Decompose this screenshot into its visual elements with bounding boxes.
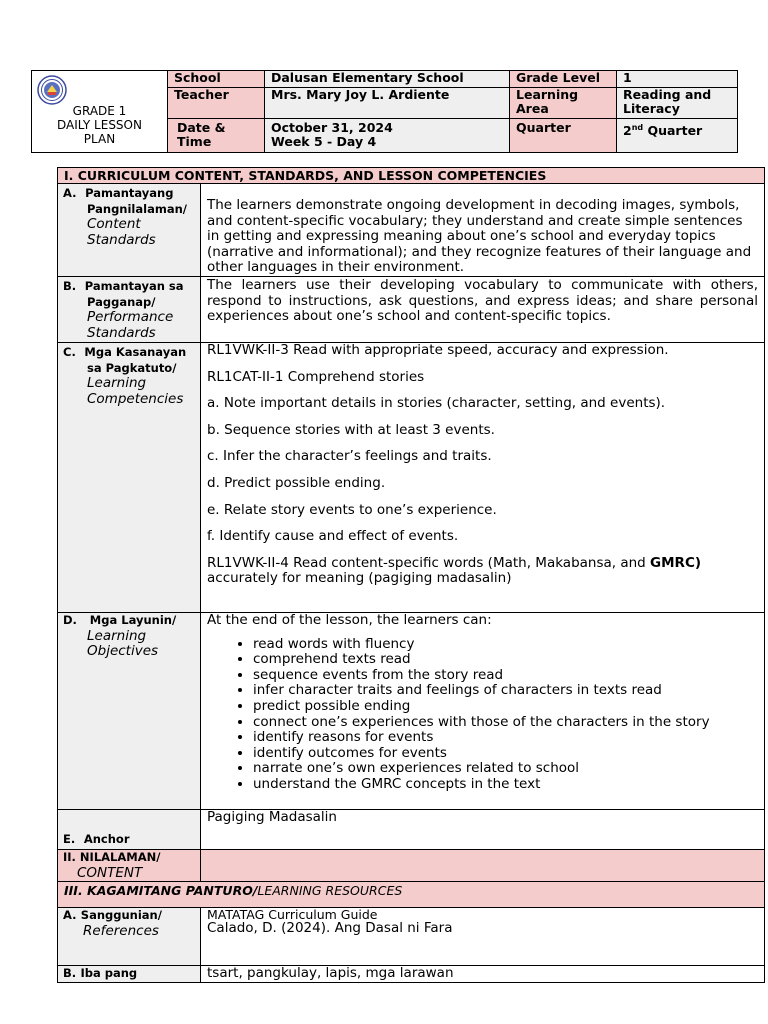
learning-competencies-sub2: Competencies (87, 390, 184, 407)
content-standards-label-line1: Pamantayang (85, 186, 174, 200)
performance-standards-label-line1: Pamantayan sa (84, 278, 184, 293)
learning-competencies-label-line1: Mga Kasanayan (84, 344, 187, 359)
grade-level-value: 1 (617, 71, 738, 88)
learning-area-label-line2: Area (516, 101, 549, 116)
school-value: Dalusan Elementary School (265, 71, 510, 88)
date-label-line2: Time (177, 134, 212, 149)
learning-competencies-label-line2: sa Pagkatuto/ (87, 360, 177, 375)
objective-item: • connect one’s experiences with those of the characters in the story (253, 715, 764, 731)
header-table (31, 70, 738, 153)
learning-competencies-sub1: Learning (87, 375, 147, 392)
quarter-suffix: nd (631, 123, 644, 132)
anchor-label (58, 809, 201, 849)
performance-standards-sub1: Performance (87, 309, 174, 326)
references-sub: References (83, 922, 159, 939)
date-label (168, 119, 265, 153)
learning-area-value (617, 88, 738, 119)
content-section-value (201, 849, 765, 881)
anchor-label-text: Anchor (83, 832, 130, 847)
content-standards-sub1: Content (87, 216, 141, 233)
performance-standards-label (58, 276, 201, 342)
learning-objectives-label (58, 612, 201, 809)
performance-standards-letter: B. (63, 278, 77, 293)
section3-title (58, 882, 765, 908)
learning-area-value-line1: Reading and (623, 87, 712, 102)
date-value (265, 119, 510, 153)
grade-title: GRADE 1 (72, 103, 127, 118)
competency-item: c. Infer the character’s feelings and traits. (207, 448, 492, 465)
learning-objectives-label-line1: Mga Layunin/ (89, 612, 177, 627)
competency-last-pre: RL1VWK-II-4 Read content-specific words (Math, Makabansa, and (207, 554, 651, 571)
anchor-letter: E. (63, 832, 76, 847)
competency-item: e. Relate story events to one’s experience. (207, 501, 497, 518)
content-standards-sub2: Standards (87, 231, 156, 248)
lesson-plan-table (57, 167, 765, 983)
content-section-label (58, 849, 201, 881)
plan-title-line2: PLAN (83, 131, 116, 146)
quarter-value (617, 119, 738, 153)
section3-title-bold: III. KAGAMITANG PANTURO/ (64, 883, 258, 899)
objectives-list (207, 637, 764, 793)
quarter-word: Quarter (643, 123, 703, 139)
objective-item: • identify reasons for events (253, 730, 764, 746)
other-resources-label (58, 966, 201, 983)
performance-standards-sub2: Standards (87, 324, 156, 341)
objective-item: • predict possible ending (253, 699, 764, 715)
date-value-date: October 31, 2024 (271, 120, 393, 135)
references-content (201, 908, 765, 966)
section3-title-italic: LEARNING RESOURCES (257, 883, 403, 899)
content-section-title: II. NILALAMAN/ (63, 849, 161, 864)
learning-objectives-sub2: Objectives (87, 643, 159, 660)
competency-item: d. Predict possible ending. (207, 474, 386, 491)
school-label: School (168, 71, 265, 88)
date-label-line1: Date & (177, 120, 226, 135)
plan-title-line1: DAILY LESSON (57, 117, 142, 132)
competency-item: a. Note important details in stories (character, setting, and events). (207, 395, 666, 412)
content-standards-label (58, 184, 201, 277)
competency-item: f. Identify cause and effect of events. (207, 528, 459, 545)
references-label (58, 908, 201, 966)
references-line2: Calado, D. (2024). Ang Dasal ni Fara (207, 920, 453, 937)
learning-objectives-content (201, 612, 765, 809)
competency-last-post: accurately for meaning (pagiging madasalin) (207, 570, 512, 587)
grade-cell (32, 71, 168, 153)
references-letter: A. (63, 908, 77, 923)
grade-level-label: Grade Level (510, 71, 617, 88)
other-resources-text: tsart, pangkulay, lapis, mga larawan (201, 966, 765, 983)
date-value-week: Week 5 - Day 4 (271, 134, 377, 149)
quarter-label: Quarter (510, 119, 617, 153)
objective-item: • infer character traits and feelings of characters in texts read (253, 683, 764, 699)
learning-area-label-line1: Learning (516, 87, 579, 102)
section1-title: I. CURRICULUM CONTENT, STANDARDS, AND LESSON COMPETENCIES (58, 168, 765, 184)
objective-item: • comprehend texts read (253, 652, 764, 668)
objective-item: • understand the GMRC concepts in the text (253, 777, 764, 793)
teacher-label: Teacher (168, 88, 265, 119)
objective-item: • read words with fluency (253, 637, 764, 653)
references-label-text: Sanggunian/ (80, 908, 162, 923)
learning-objectives-letter: D. (63, 612, 77, 627)
anchor-text: Pagiging Madasalin (201, 809, 765, 849)
performance-standards-text: The learners use their developing vocabulary to communicate with others, respond to instructions, ask questions, and express ideas; and share personal experiences about one’s school and content-specific topics. (201, 276, 765, 342)
other-resources-letter: B. (63, 966, 77, 981)
content-standards-label-line2: Pangnilalaman/ (87, 201, 187, 216)
content-standards-letter: A. (63, 186, 77, 200)
objectives-intro: At the end of the lesson, the learners can: (207, 611, 492, 628)
learning-area-value-line2: Literacy (623, 101, 680, 116)
learning-area-label (510, 88, 617, 119)
learning-objectives-sub1: Learning (87, 627, 147, 644)
content-standards-text: The learners demonstrate ongoing development in decoding images, symbols, and content-specific vocabulary; they understand and create simple sentences in getting and expressing meaning about one’s school and everyday topics (narrative and informational); and they recognize features of their language and other languages in their environment. (201, 184, 765, 277)
learning-competencies-list (201, 342, 765, 612)
competency-item: RL1CAT-II-1 Comprehend stories (207, 368, 425, 385)
competency-item: RL1VWK-II-3 Read with appropriate speed, accuracy and expression. (207, 341, 669, 358)
other-resources-label-text: Iba pang (80, 966, 138, 981)
references-line1: MATATAG Curriculum Guide (207, 907, 378, 923)
quarter-number: 2 (623, 123, 632, 139)
deped-seal-icon (37, 75, 67, 105)
teacher-value: Mrs. Mary Joy L. Ardiente (265, 88, 510, 119)
performance-standards-label-line2: Pagganap/ (87, 294, 156, 309)
objective-item: • narrate one’s own experiences related to school (253, 761, 764, 777)
learning-competencies-label (58, 342, 201, 612)
competency-item: b. Sequence stories with at least 3 events. (207, 421, 495, 438)
objective-item: • identify outcomes for events (253, 746, 764, 762)
objective-item: • sequence events from the story read (253, 668, 764, 684)
content-section-sub: CONTENT (77, 864, 143, 881)
competency-item-last (207, 556, 764, 587)
learning-competencies-letter: C. (63, 344, 76, 359)
competency-last-bold: GMRC) (650, 554, 702, 571)
